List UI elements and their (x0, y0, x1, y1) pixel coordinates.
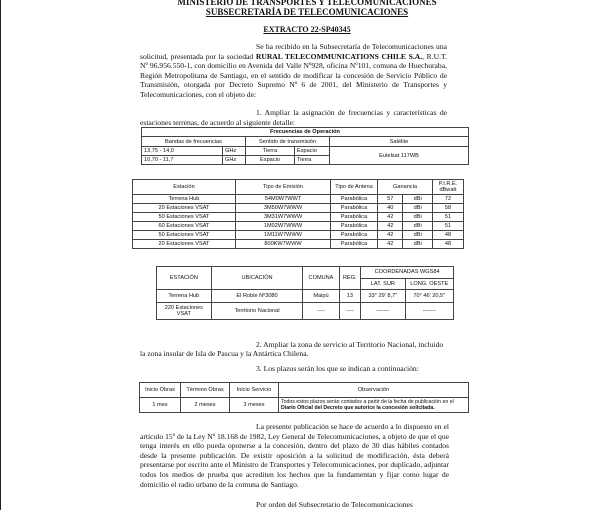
table-row (140, 398, 469, 413)
station-gain: 42 (378, 222, 403, 231)
station-emission: 3M31W7WWW (236, 213, 331, 222)
plazos-header-obs: Observación (279, 383, 469, 398)
station-gain: 42 (378, 213, 403, 222)
freq-dir-from-1: Tierra (246, 147, 295, 156)
station-name: 50 Estaciones VSAT (133, 231, 236, 240)
closing-paragraph: La presente publicación se hace de acuerdo a lo dispuesto en el artículo 15º de la Ley Nº 18.168 de 1982, Ley General de Telecomunicaciones, a objeto de que el que tenga interés en ello pueda oponerse a la concesión, dentro del plazo de 30 días hábiles contados desde la presente publicación. De existir oposición a la solicitud de modificación, ésta deberá presentarse por escrito ante el Ministro de Transportes y Telecomunicaciones, por duplicado, adjuntar todos los medios de prueba que acrediten los hechos que la fundamentan y fijar como lugar de domicilio el radio urbano de la comuna de Santiago. (140, 422, 449, 489)
intro-paragraph (140, 42, 447, 100)
location-table (156, 266, 454, 320)
station-emission: 3M50W7WWW (236, 204, 331, 213)
station-pire: 51 (433, 222, 464, 231)
table-row (133, 204, 464, 213)
station-header-pire: P.I.R.E. dBwatt (433, 180, 464, 195)
plazos-start: 1 mes (140, 398, 181, 413)
freq-dir-to-2: Tierra (295, 156, 330, 165)
station-antenna: Parabólica (331, 240, 378, 249)
station-gain: 42 (378, 231, 403, 240)
loc-header-lat: LAT. SUR (361, 278, 405, 290)
loc-station: Terrena Hub (157, 290, 212, 303)
plazos-service: 3 meses (230, 398, 279, 413)
freq-dir-from-2: Espacio (246, 156, 295, 165)
station-gain-unit: dBi (403, 231, 433, 240)
station-emission: 54M0W7WWT (236, 195, 331, 204)
freq-band-1: 13,75 - 14,0 (142, 147, 223, 156)
freq-unit-1: GHz (223, 147, 246, 156)
station-name: Terrena Hub (133, 195, 236, 204)
plazos-obs-normal: Todos estos plazos serán contados a partir de la fecha de publicación en el (281, 399, 454, 405)
intro-rest: , R.U.T. Nº 96.956.550-1, con domicilio en Avenida del Valle Nº928, oficina Nº101, comuna de Huechuraba, Región Metropolitana de Santiago, en el sentido de modificar la concesión de Servicio Público de Transmisión, otorgada por Decreto Supremo Nº 6 de 2001, del Ministerio de Transportes y Telecomunicaciones, con el objeto de: (140, 51, 447, 99)
subsecretaria-heading: SUBSECRETARÍA DE TELECOMUNICACIONES (205, 7, 409, 17)
point-2-cont: la zona insular de Isla de Pascua y la Antártica Chilena. (140, 349, 309, 358)
loc-header-coords: COORDENADAS WGS84 (361, 267, 454, 279)
ministry-heading: MINISTERIO DE TRANSPORTES Y TELECOMUNICACIONES (177, 0, 437, 7)
table-row (157, 303, 454, 320)
station-pire: 58 (433, 204, 464, 213)
freq-dir-to-1: Espacio (295, 147, 330, 156)
station-gain-unit: dBi (403, 204, 433, 213)
station-header-station: Estación (133, 180, 236, 195)
station-header-antenna: Tipo de Antena (331, 180, 378, 195)
table-row (133, 213, 464, 222)
freq-header-direction: Sentido de transmisión (246, 137, 330, 147)
station-pire: 72 (433, 195, 464, 204)
station-name: 20 Estaciones VSAT (133, 204, 236, 213)
plazos-header-end: Término Obras (181, 383, 230, 398)
extracto-heading: EXTRACTO 22-SP40345 (263, 25, 351, 34)
loc-lat: 33° 29' 8,7" (361, 290, 405, 303)
plazos-observation (279, 398, 469, 413)
loc-lat: ------- (361, 303, 405, 320)
point-1: 1. Ampliar la asignación de frecuencias y características de estaciones terrenas, de acuerdo al siguiente detalle: (140, 108, 447, 127)
plazos-obs-bold: Diario Oficial del Decreto que autorice la concesión solicitada. (281, 405, 435, 411)
station-header-emission: Tipo de Emisión (236, 180, 331, 195)
loc-region: 13 (339, 290, 361, 303)
station-gain-unit: dBi (403, 222, 433, 231)
station-gain-unit: dBi (403, 195, 433, 204)
plazos-table (139, 382, 469, 413)
station-antenna: Parabólica (331, 222, 378, 231)
station-antenna: Parabólica (331, 213, 378, 222)
table-row (133, 240, 464, 249)
station-emission: 1M02W7WWW (236, 222, 331, 231)
station-emission: 800KW7WWW (236, 240, 331, 249)
station-antenna: Parabólica (331, 195, 378, 204)
loc-region: ---- (339, 303, 361, 320)
loc-header-long: LONG. OESTE (405, 278, 453, 290)
freq-header-bands: Bandas de frecuencias (142, 137, 246, 147)
station-gain: 57 (378, 195, 403, 204)
plazos-header-service: Inicio Servicio (230, 383, 279, 398)
station-pire: 48 (433, 240, 464, 249)
loc-header-region: REG. (339, 267, 361, 290)
table-row (133, 222, 464, 231)
plazos-header-start: Inicio Obras (140, 383, 181, 398)
freq-band-2: 10,70 - 11,7 (142, 156, 223, 165)
loc-header-commune: COMUNA (303, 267, 339, 290)
loc-header-station: ESTACIÓN (157, 267, 212, 290)
table-row (133, 195, 464, 204)
company-name: RURAL TELECOMMUNICATIONS CHILE S.A. (255, 51, 423, 61)
freq-unit-2: GHz (223, 156, 246, 165)
loc-station: 220 Estaciones VSAT (157, 303, 212, 320)
station-gain: 42 (378, 240, 403, 249)
station-pire: 51 (433, 213, 464, 222)
station-antenna: Parabólica (331, 231, 378, 240)
plazos-end: 2 meses (181, 398, 230, 413)
frequency-table (141, 127, 469, 165)
station-name: 50 Estaciones VSAT (133, 213, 236, 222)
station-pire: 48 (433, 231, 464, 240)
station-table (132, 179, 464, 249)
station-gain: 40 (378, 204, 403, 213)
intro-lead: Se ha recibido en la Subsecretaría de Telecomunicaciones una solicitud, presentada por la sociedad (140, 42, 447, 61)
table-row (133, 231, 464, 240)
point-2-lead: 2. Ampliar la zona de servicio al Territorio Nacional, incluido (256, 340, 444, 349)
station-gain-unit: dBi (403, 240, 433, 249)
loc-commune: ---- (303, 303, 339, 320)
station-emission: 1M11W7WWW (236, 231, 331, 240)
point-3: 3. Los plazos serán los que se indican a continuación: (256, 364, 419, 373)
station-name: 60 Estaciones VSAT (133, 222, 236, 231)
station-gain-unit: dBi (403, 213, 433, 222)
freq-satellite: Eutelsat 117WB (330, 147, 469, 165)
station-antenna: Parabólica (331, 204, 378, 213)
frequency-table-title: Frecuencias de Operación (142, 128, 469, 137)
loc-location: El Roble Nº3080 (211, 290, 303, 303)
loc-long: 70° 46' 20,5" (405, 290, 453, 303)
loc-location: Territorio Nacional (211, 303, 303, 320)
signature-line: Por orden del Subsecretario de Telecomunicaciones (256, 500, 413, 509)
freq-header-satellite: Satélite (330, 137, 469, 147)
loc-commune: Maipú (303, 290, 339, 303)
station-name: 20 Estaciones VSAT (133, 240, 236, 249)
loc-header-location: UBICACIÓN (211, 267, 303, 290)
station-header-gain: Ganancia (378, 180, 433, 195)
loc-long: ------- (405, 303, 453, 320)
table-row (157, 290, 454, 303)
